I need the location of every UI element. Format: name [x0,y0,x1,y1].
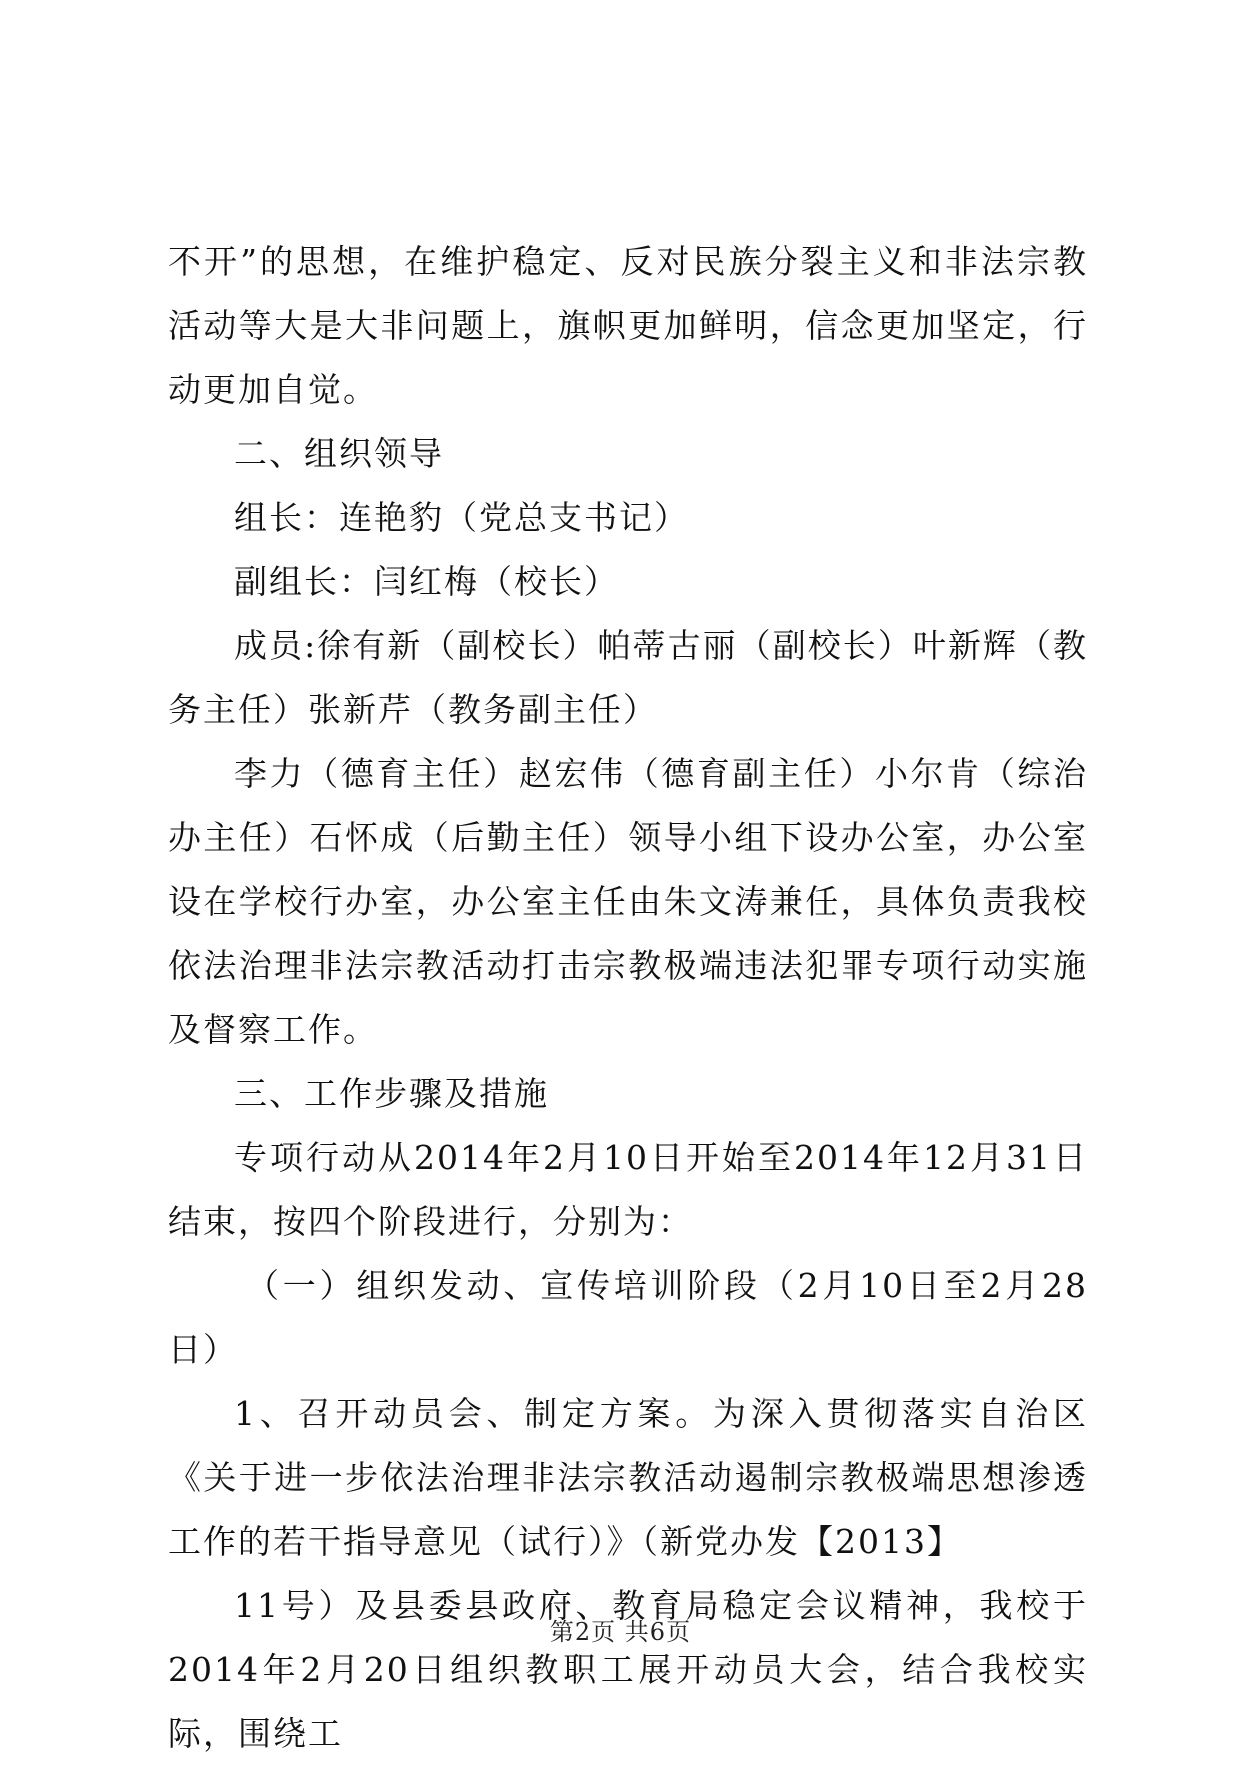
page-number-footer: 第2页 共6页 [549,1618,692,1646]
paragraph-action-period: 专项行动从2014年2月10日开始至2014年12月31日结束，按四个阶段进行，分别为： [168,1138,1088,1241]
document-body [168,230,1088,1766]
section-heading-steps: 三、工作步骤及措施 [234,1074,549,1113]
paragraph-group-leader: 组长：连艳豹（党总支书记） [234,498,689,537]
paragraph-phase-one: （一）组织发动、宣传培训阶段（2月10日至2月28日） [168,1266,1088,1369]
paragraph-mobilization-continued: 11号）及县委县政府、教育局稳定会议精神，我校于2014年2月20日组织教职工展开动员大会，结合我校实际，围绕工 [168,1586,1088,1753]
paragraph-mobilization: 1、召开动员会、制定方案。为深入贯彻落实自治区《关于进一步依法治理非法宗教活动遏制宗教极端思想渗透工作的若干指导意见（试行）》（新党办发【2013】 [168,1394,1088,1561]
section-heading-organization: 二、组织领导 [234,434,444,473]
paragraph-deputy-leader: 副组长：闫红梅（校长） [234,562,619,601]
paragraph-members-continued: 李力（德育主任）赵宏伟（德育副主任）小尔肯（综治办主任）石怀成（后勤主任）领导小组下设办公室，办公室设在学校行办室，办公室主任由朱文涛兼任，具体负责我校依法治理非法宗教活动打击宗教极端违法犯罪专项行动实施及督察工作。 [168,754,1088,1049]
paragraph-continuation: 不开”的思想，在维护稳定、反对民族分裂主义和非法宗教活动等大是大非问题上，旗帜更加鲜明，信念更加坚定，行动更加自觉。 [168,242,1088,409]
paragraph-members: 成员:徐有新（副校长）帕蒂古丽（副校长）叶新辉（教务主任）张新芹（教务副主任） [168,626,1088,729]
